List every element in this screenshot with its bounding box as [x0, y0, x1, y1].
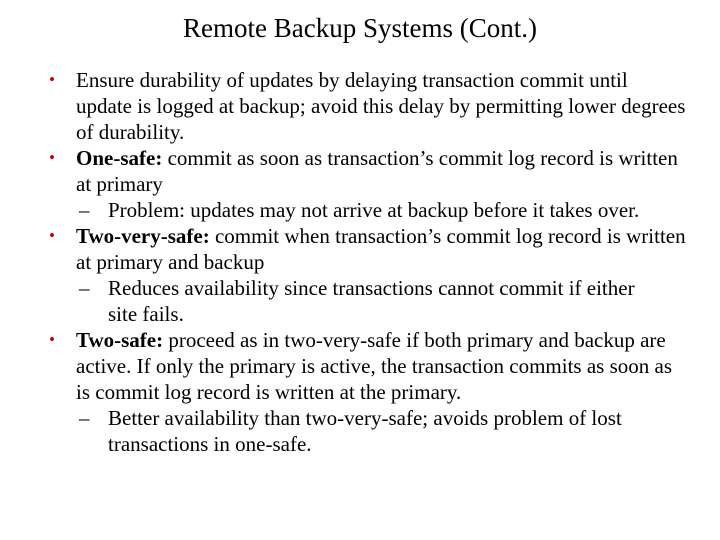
dash-icon: –	[79, 406, 90, 430]
bullet-item	[49, 327, 686, 405]
bullet-icon: •	[49, 330, 55, 349]
bullet-item	[49, 223, 686, 275]
slide-title: Remote Backup Systems (Cont.)	[183, 13, 537, 43]
sub-bullet-item	[79, 275, 668, 327]
bullet-text: commit when transaction’s commit log record is written at primary and backup	[76, 224, 686, 274]
dash-icon: –	[79, 198, 90, 222]
bullet-text: proceed as in two-very-safe if both primary and backup are active. If only the primary is active, the transaction commits as soon as is commit log record is written at the primary.	[76, 328, 672, 404]
bullet-text: commit as soon as transaction’s commit log record is written at primary	[76, 146, 678, 196]
sub-bullet-text: Problem: updates may not arrive at backup before it takes over.	[108, 198, 640, 222]
bullet-icon: •	[49, 148, 55, 167]
bullet-item	[49, 67, 686, 145]
bullet-icon: •	[49, 70, 55, 89]
sub-bullet-text: Reduces availability since transactions cannot commit if either site fails.	[108, 276, 635, 326]
bullet-term: One-safe:	[76, 146, 163, 170]
bullet-item	[49, 145, 686, 197]
sub-bullet-item	[79, 405, 668, 457]
bullet-term: Two-safe:	[76, 328, 164, 352]
dash-icon: –	[79, 276, 90, 300]
bullet-term: Two-very-safe:	[76, 224, 210, 248]
sub-bullet-item	[79, 197, 668, 223]
sub-bullet-text: Better availability than two-very-safe; avoids problem of lost transactions in one-safe.	[108, 406, 622, 456]
bullet-text: Ensure durability of updates by delaying transaction commit until update is logged at backup; avoid this delay by permitting lower degrees of durability.	[76, 68, 686, 144]
bullet-icon: •	[49, 226, 55, 245]
slide-content	[0, 67, 720, 457]
